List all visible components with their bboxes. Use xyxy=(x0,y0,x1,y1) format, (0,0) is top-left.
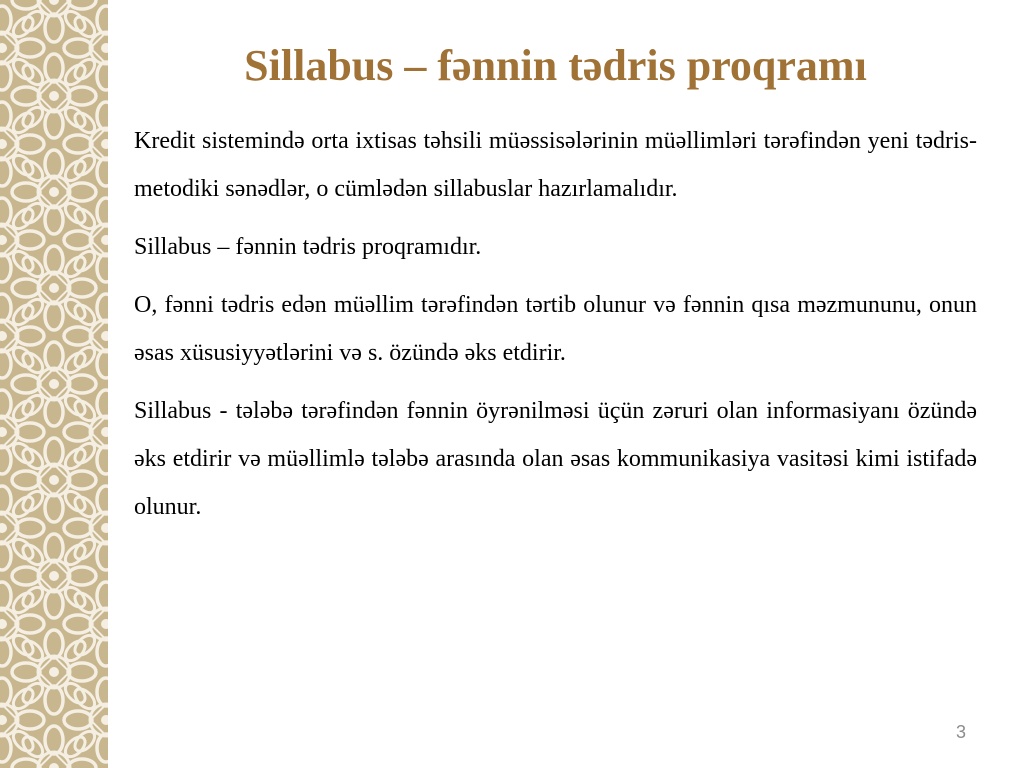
paragraph-4: Sillabus - tələbə tərəfindən fənnin öyrənilməsi üçün zəruri olan informasiyanı özündə əks etdirir və müəllimlə tələbə arasında olan əsas kommunikasiya vasitəsi kimi istifadə olunur. xyxy=(134,398,977,520)
decorative-side-band xyxy=(0,0,108,768)
paragraph-1: Kredit sistemində orta ixtisas təhsili müəssisələrinin müəllimləri tərəfindən yeni tədris-metodiki sənədlər, o cümlədən sillabuslar hazırlamalıdır. xyxy=(134,128,977,202)
floral-ornament-icon xyxy=(0,0,108,768)
slide-title: Sillabus – fənnin tədris proqramı xyxy=(244,41,867,90)
paragraph-3: O, fənni tədris edən müəllim tərəfindən tərtib olunur və fənnin qısa məzmununu, onun əsas xüsusiyyətlərini və s. özündə əks etdirir. xyxy=(134,292,977,366)
page-number: 3 xyxy=(955,722,966,742)
slide-content xyxy=(134,0,977,768)
slide-body xyxy=(134,117,977,541)
paragraph-2: Sillabus – fənnin tədris proqramıdır. xyxy=(134,234,482,260)
